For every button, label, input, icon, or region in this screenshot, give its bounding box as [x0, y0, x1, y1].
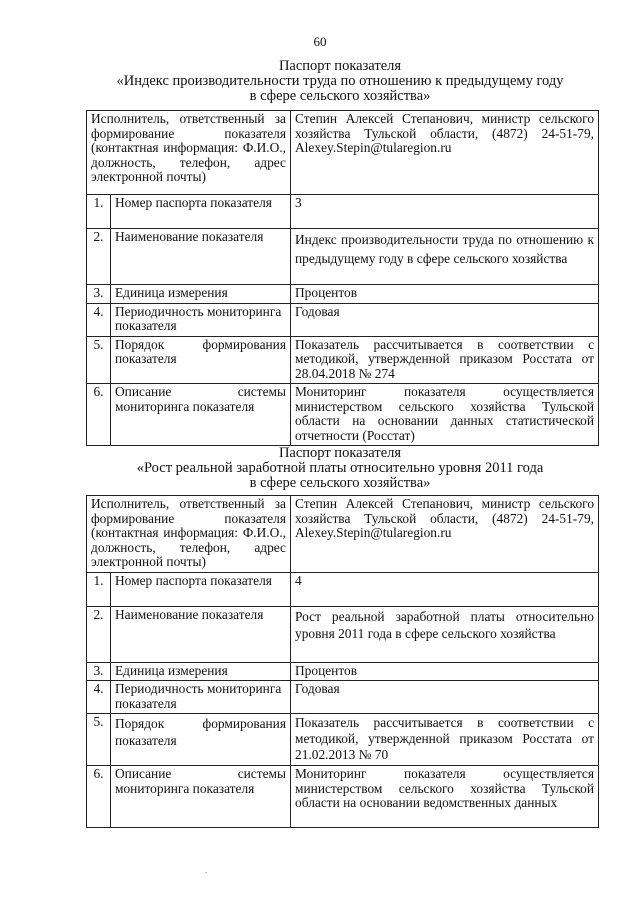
- row-number: 2.: [87, 606, 111, 662]
- table-row: [87, 681, 599, 714]
- table-row: [87, 606, 599, 662]
- table-row: [87, 285, 599, 304]
- table-row: [87, 714, 599, 766]
- row-value: Показатель рассчитывается в соответствии с методикой, утвержденной приказом Росстата от 28.04.2018 № 274: [291, 336, 599, 384]
- scan-speck: [205, 872, 207, 873]
- row-number: 1.: [87, 195, 111, 229]
- row-value: Годовая: [291, 303, 599, 336]
- executor-value: Степин Алексей Степанович, министр сельского хозяйства Тульской области, (4872) 24-51-79, Alexey.Stepin@tularegion.ru: [291, 496, 599, 573]
- row-value: Мониторинг показателя осуществляется министерством сельского хозяйства Тульской области на основании данных статистической отчетности (Росстат): [291, 384, 599, 446]
- row-label: Порядок формирования показателя: [111, 714, 291, 766]
- row-label: Номер паспорта показателя: [111, 572, 291, 606]
- table-row: [87, 195, 599, 229]
- table-row: [87, 229, 599, 285]
- executor-label: Исполнитель, ответственный за формирование показателя (контактная информация: Ф.И.О., должность, телефон, адрес электронной почты): [87, 496, 291, 573]
- row-label: Описание системы мониторинга показателя: [111, 766, 291, 828]
- row-label: Наименование показателя: [111, 606, 291, 662]
- row-label: Описание системы мониторинга показателя: [111, 384, 291, 446]
- title-line: в сфере сельского хозяйства»: [249, 475, 431, 491]
- title-line: Паспорт показателя: [278, 58, 402, 74]
- executor-label: Исполнитель, ответственный за формирование показателя (контактная информация: Ф.И.О., должность, телефон, адрес электронной почты): [87, 111, 291, 195]
- row-number: 3.: [87, 285, 111, 304]
- row-value: 3: [291, 195, 599, 229]
- title-line: «Рост реальной заработной платы относительно уровня 2011 года: [136, 460, 544, 476]
- row-number: 5.: [87, 336, 111, 384]
- row-label: Номер паспорта показателя: [111, 195, 291, 229]
- row-label: Единица измерения: [111, 662, 291, 681]
- passport-2-title: [60, 446, 620, 491]
- row-value: Годовая: [291, 681, 599, 714]
- row-number: 4.: [87, 681, 111, 714]
- table-row: [87, 572, 599, 606]
- title-line: в сфере сельского хозяйства»: [249, 88, 431, 104]
- title-line: «Индекс производительности труда по отношению к предыдущему году: [116, 73, 564, 89]
- table-row: [87, 496, 599, 573]
- executor-value: Степин Алексей Степанович, министр сельского хозяйства Тульской области, (4872) 24-51-79, Alexey.Stepin@tularegion.ru: [291, 111, 599, 195]
- row-number: 3.: [87, 662, 111, 681]
- table-row: [87, 303, 599, 336]
- row-label: Периодичность мониторинга показателя: [111, 303, 291, 336]
- table-row: [87, 336, 599, 384]
- row-value: Процентов: [291, 285, 599, 304]
- row-value: Показатель рассчитывается в соответствии с методикой, утвержденной приказом Росстата от 21.02.2013 № 70: [291, 714, 599, 766]
- row-number: 2.: [87, 229, 111, 285]
- row-value: Рост реальной заработной платы относительно уровня 2011 года в сфере сельского хозяйства: [291, 606, 599, 662]
- table-row: [87, 766, 599, 828]
- passport-1-table: [86, 110, 599, 446]
- table-row: [87, 384, 599, 446]
- row-number: 5.: [87, 714, 111, 766]
- row-number: 1.: [87, 572, 111, 606]
- table-row: [87, 111, 599, 195]
- row-label: Наименование показателя: [111, 229, 291, 285]
- row-number: 6.: [87, 766, 111, 828]
- row-label: Единица измерения: [111, 285, 291, 304]
- row-number: 4.: [87, 303, 111, 336]
- row-number: 6.: [87, 384, 111, 446]
- row-label: Порядок формирования показателя: [111, 336, 291, 384]
- title-line: Паспорт показателя: [278, 445, 402, 461]
- page-number: 60: [313, 34, 327, 49]
- row-value: Мониторинг показателя осуществляется министерством сельского хозяйства Тульской области на основании ведомственных данных: [291, 766, 599, 828]
- passport-2-table: [86, 495, 599, 828]
- passport-1-title: [60, 59, 620, 104]
- row-label: Периодичность мониторинга показателя: [111, 681, 291, 714]
- row-value: Индекс производительности труда по отношению к предыдущему году в сфере сельского хозяйства: [291, 229, 599, 285]
- row-value: Процентов: [291, 662, 599, 681]
- row-value: 4: [291, 572, 599, 606]
- table-row: [87, 662, 599, 681]
